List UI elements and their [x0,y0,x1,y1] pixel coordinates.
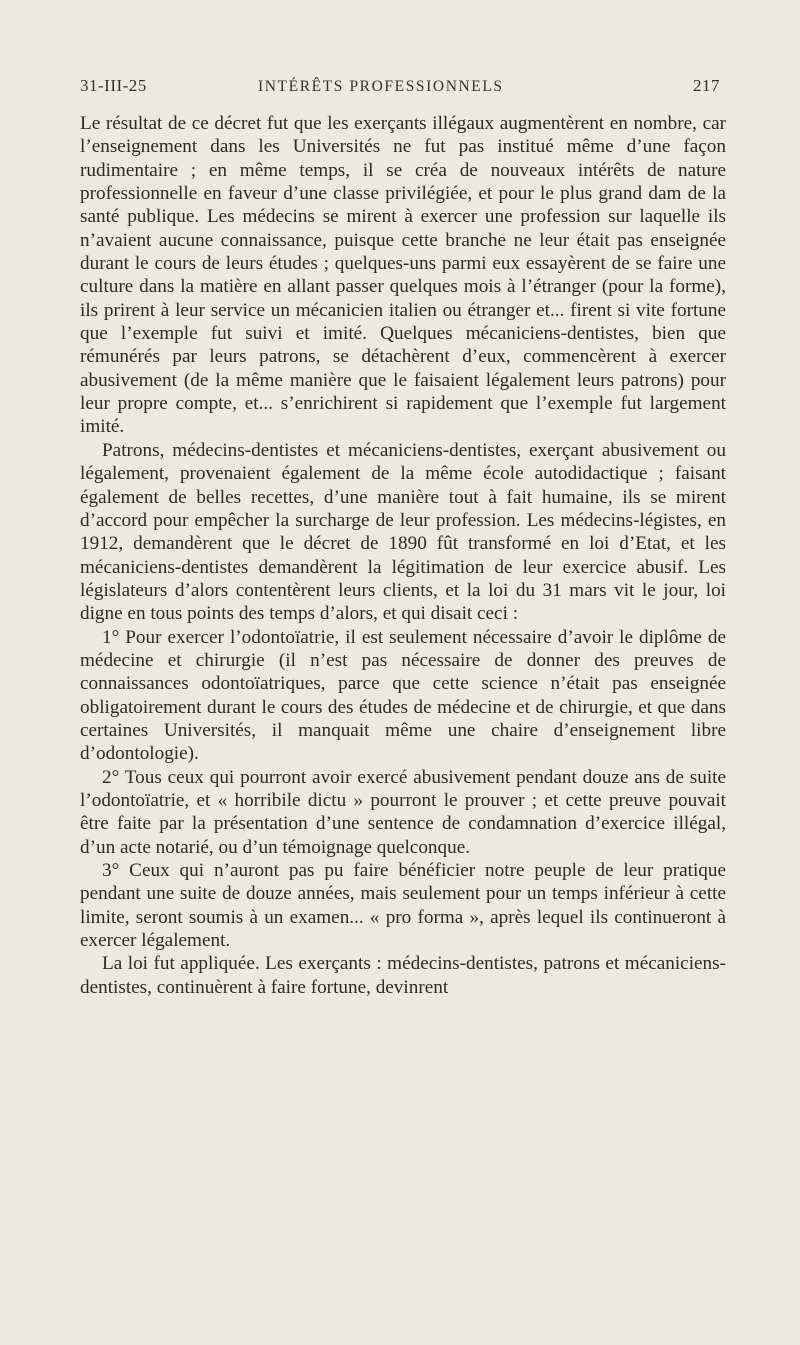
paragraph-2: Patrons, médecins-dentistes et mécaniciens-dentistes, exerçant abusivement ou légalement, provenaient également de la même école autodidactique ; faisant également de belles recettes, d’une manière tout à fait humaine, ils se mirent d’accord pour empêcher la surcharge de leur profession. Les médecins-légistes, en 1912, demandèrent que le décret de 1890 fût transformé en loi d’Etat, et les mécaniciens-dentistes demandèrent la légitimation de leur exercice abusif. Les législateurs d’alors contentèrent leurs clients, et la loi du 31 mars vit le jour, loi digne en tous points des temps d’alors, et qui disait ceci : [80,439,726,625]
paragraph-5-item-3: 3° Ceux qui n’auront pas pu faire bénéficier notre peuple de leur pratique pendant une suite de douze années, mais seulement pour un temps inférieur à cette limite, seront soumis à un examen... « pro forma », après lequel ils continueront à exercer légalement. [80,860,726,952]
paragraph-4-item-2: 2° Tous ceux qui pourront avoir exercé abusivement pendant douze ans de suite l’odontoïatrie, et « horribile dictu » pourront le prouver ; et cette preuve pouvait être faite par la présentation d’une sentence de condamnation d’exercice illégal, d’un acte notarié, ou d’un témoignage quelconque. [80,766,726,858]
page-number: 217 [693,76,720,95]
body-text [80,112,726,999]
paragraph-6: La loi fut appliquée. Les exerçants : médecins-dentistes, patrons et mécaniciens-dentistes, continuèrent à faire fortune, devinrent [80,953,726,998]
header-section-title: INTÉRÊTS PROFESSIONNELS [258,78,504,95]
running-head [80,76,720,100]
paragraph-3-item-1: 1° Pour exercer l’odontoïatrie, il est seulement nécessaire d’avoir le diplôme de médecine et chirurgie (il n’est pas nécessaire de donner des preuves de connaissances odontoïatriques, parce que cette science n’était pas enseignée obligatoirement durant le cours des études de médecine et de chirurgie, et que dans certaines Universités, il manquait même une chaire d’enseignement libre d’odontologie). [80,626,726,765]
header-date: 31-III-25 [80,76,147,95]
paragraph-1: Le résultat de ce décret fut que les exerçants illégaux augmentèrent en nombre, car l’enseignement dans les Universités ne fut pas institué même d’une façon rudimentaire ; en même temps, il se créa de nouveaux intérêts de nature professionnelle en faveur d’une classe privilégiée, et pour le plus grand dam de la santé publique. Les médecins se mirent à exercer une profession sur laquelle ils n’avaient aucune connaissance, puisque cette branche ne leur était pas enseignée durant le cours de leurs études ; quelques-uns parmi eux essayèrent de se faire une culture dans la matière en allant passer quelques mois à l’étranger (pour la forme), ils prirent à leur service un mécanicien italien ou étranger et... firent si vite fortune que l’exemple fut suivi et imité. Quelques mécaniciens-dentistes, bien que rémunérés par leurs patrons, se détachèrent d’eux, commencèrent à exercer abusivement (de la même manière que le faisaient légalement leurs patrons) pour leur propre compte, et... s’enrichirent si rapidement que l’exemple fut largement imité. [80,113,726,438]
